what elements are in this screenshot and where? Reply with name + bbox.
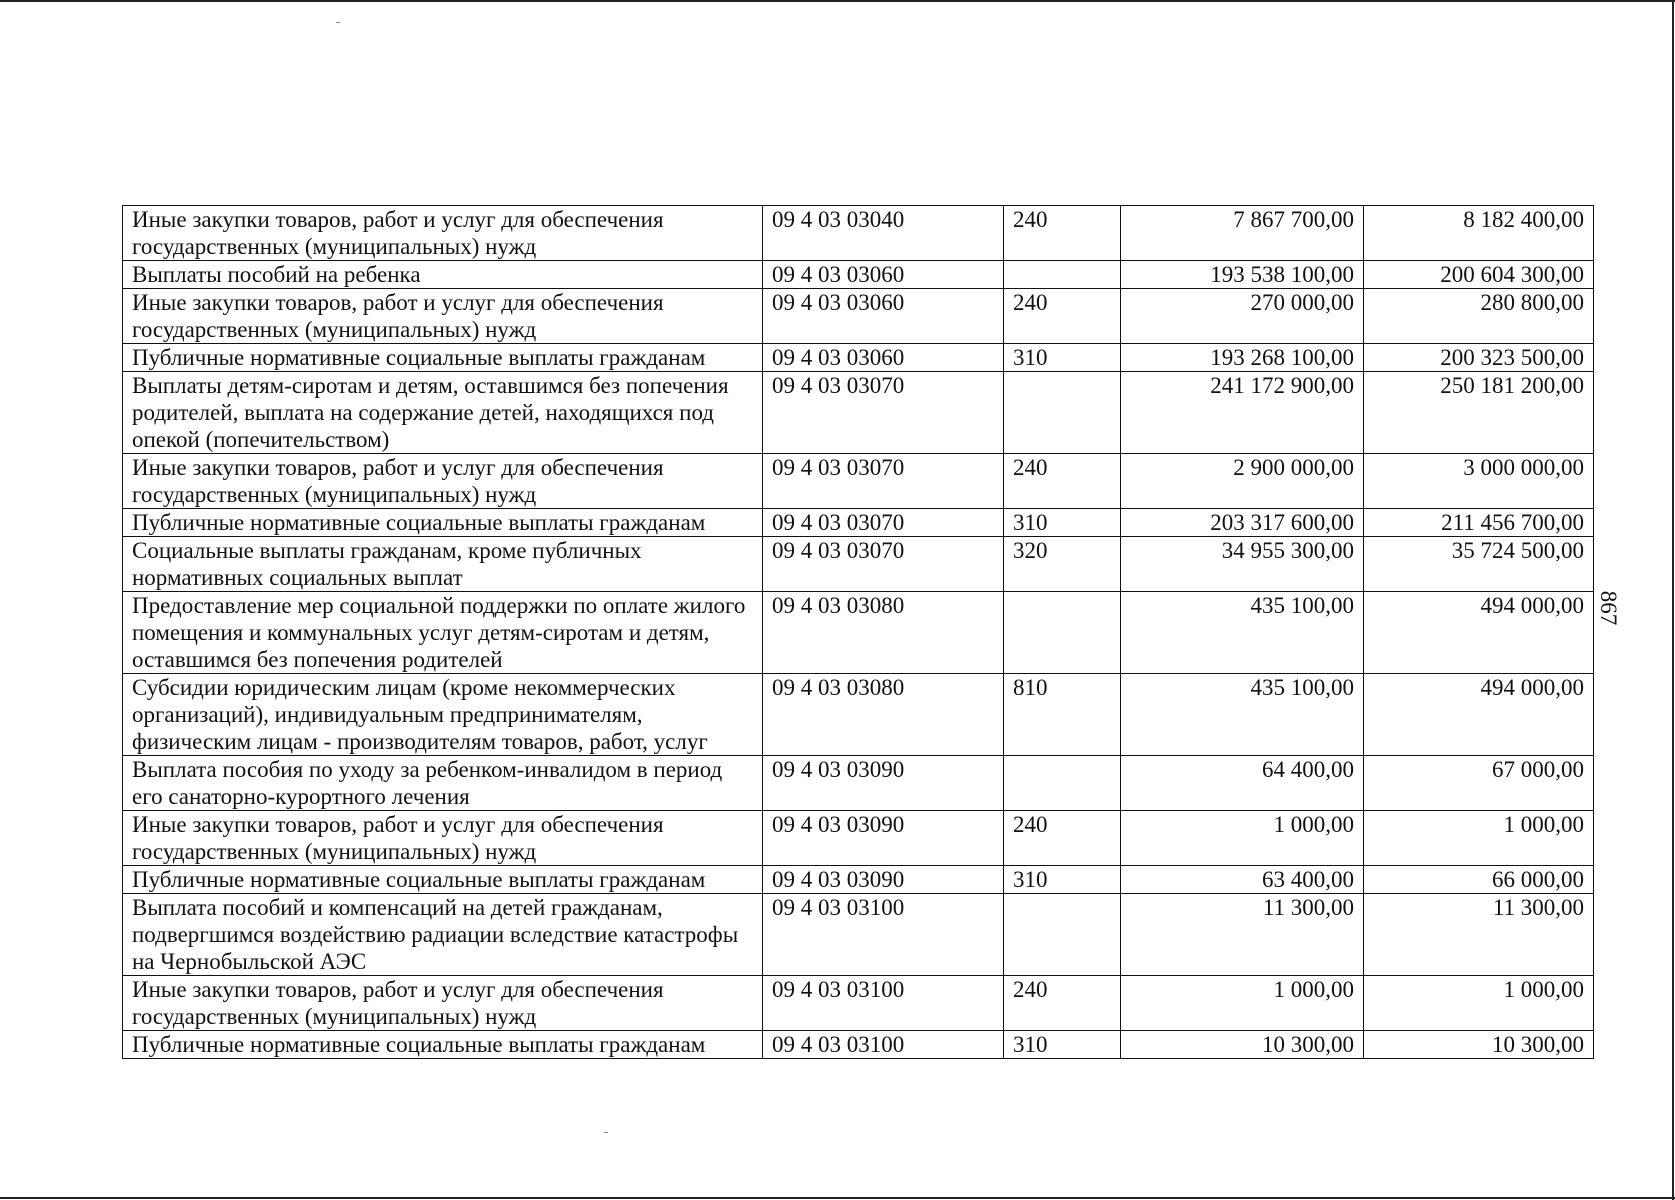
row-budget-code: 09 4 03 03060 [763, 289, 1004, 344]
scan-mark [604, 1132, 608, 1133]
table-row [123, 866, 1594, 894]
row-description: Выплата пособий и компенсаций на детей гражданам, подвергшимся воздействию радиации вследствие катастрофы на Чернобыльской АЭС [123, 894, 763, 976]
table-row [123, 289, 1594, 344]
row-amount-year-2: 67 000,00 [1364, 756, 1594, 811]
row-amount-year-1: 203 317 600,00 [1121, 509, 1364, 537]
row-amount-year-2: 35 724 500,00 [1364, 537, 1594, 592]
table-row [123, 674, 1594, 756]
table-row [123, 261, 1594, 289]
row-amount-year-1: 193 268 100,00 [1121, 344, 1364, 372]
row-budget-code: 09 4 03 03090 [763, 866, 1004, 894]
page-edge-top [0, 0, 1675, 2]
row-description: Предоставление мер социальной поддержки по оплате жилого помещения и коммунальных услуг детям-сиротам и детям, оставшимся без попечения родителей [123, 592, 763, 674]
row-budget-code: 09 4 03 03060 [763, 261, 1004, 289]
row-expense-type: 310 [1004, 509, 1121, 537]
row-amount-year-2: 1 000,00 [1364, 976, 1594, 1031]
row-budget-code: 09 4 03 03070 [763, 454, 1004, 509]
row-amount-year-1: 435 100,00 [1121, 592, 1364, 674]
row-amount-year-2: 211 456 700,00 [1364, 509, 1594, 537]
row-amount-year-1: 34 955 300,00 [1121, 537, 1364, 592]
row-amount-year-1: 241 172 900,00 [1121, 372, 1364, 454]
row-description: Публичные нормативные социальные выплаты гражданам [123, 509, 763, 537]
row-expense-type [1004, 261, 1121, 289]
row-amount-year-1: 270 000,00 [1121, 289, 1364, 344]
row-amount-year-2: 11 300,00 [1364, 894, 1594, 976]
row-amount-year-2: 1 000,00 [1364, 811, 1594, 866]
table-row [123, 811, 1594, 866]
row-amount-year-1: 7 867 700,00 [1121, 206, 1364, 261]
table-row [123, 894, 1594, 976]
row-amount-year-1: 435 100,00 [1121, 674, 1364, 756]
row-description: Субсидии юридическим лицам (кроме некоммерческих организаций), индивидуальным предпринимателям, физическим лицам - производителям товаров, работ, услуг [123, 674, 763, 756]
table-row [123, 509, 1594, 537]
row-budget-code: 09 4 03 03090 [763, 811, 1004, 866]
row-description: Публичные нормативные социальные выплаты гражданам [123, 866, 763, 894]
row-expense-type: 310 [1004, 866, 1121, 894]
table-row [123, 976, 1594, 1031]
row-expense-type: 240 [1004, 289, 1121, 344]
row-amount-year-1: 10 300,00 [1121, 1031, 1364, 1059]
row-description: Социальные выплаты гражданам, кроме публичных нормативных социальных выплат [123, 537, 763, 592]
row-amount-year-2: 494 000,00 [1364, 674, 1594, 756]
row-amount-year-2: 494 000,00 [1364, 592, 1594, 674]
row-description: Публичные нормативные социальные выплаты гражданам [123, 1031, 763, 1059]
row-expense-type: 310 [1004, 1031, 1121, 1059]
row-amount-year-2: 66 000,00 [1364, 866, 1594, 894]
table-row [123, 344, 1594, 372]
row-amount-year-2: 250 181 200,00 [1364, 372, 1594, 454]
row-description: Иные закупки товаров, работ и услуг для обеспечения государственных (муниципальных) нужд [123, 811, 763, 866]
table-row [123, 592, 1594, 674]
row-description: Публичные нормативные социальные выплаты гражданам [123, 344, 763, 372]
row-amount-year-1: 2 900 000,00 [1121, 454, 1364, 509]
row-budget-code: 09 4 03 03060 [763, 344, 1004, 372]
table-row [123, 756, 1594, 811]
table-row [123, 454, 1594, 509]
row-amount-year-1: 193 538 100,00 [1121, 261, 1364, 289]
row-budget-code: 09 4 03 03080 [763, 674, 1004, 756]
row-amount-year-2: 8 182 400,00 [1364, 206, 1594, 261]
row-budget-code: 09 4 03 03080 [763, 592, 1004, 674]
row-expense-type: 310 [1004, 344, 1121, 372]
row-expense-type [1004, 756, 1121, 811]
row-expense-type: 810 [1004, 674, 1121, 756]
row-budget-code: 09 4 03 03040 [763, 206, 1004, 261]
row-expense-type [1004, 592, 1121, 674]
page-number: 867 [1596, 590, 1621, 626]
row-description: Иные закупки товаров, работ и услуг для обеспечения государственных (муниципальных) нужд [123, 976, 763, 1031]
row-amount-year-2: 200 323 500,00 [1364, 344, 1594, 372]
row-expense-type: 320 [1004, 537, 1121, 592]
page-edge-right [1672, 0, 1674, 1200]
row-description: Выплаты пособий на ребенка [123, 261, 763, 289]
row-expense-type: 240 [1004, 811, 1121, 866]
row-expense-type: 240 [1004, 454, 1121, 509]
row-description: Иные закупки товаров, работ и услуг для обеспечения государственных (муниципальных) нужд [123, 206, 763, 261]
table-row [123, 206, 1594, 261]
scan-mark [336, 22, 340, 23]
row-description: Иные закупки товаров, работ и услуг для обеспечения государственных (муниципальных) нужд [123, 289, 763, 344]
row-expense-type [1004, 894, 1121, 976]
row-expense-type: 240 [1004, 976, 1121, 1031]
budget-table [122, 205, 1594, 1059]
row-amount-year-1: 63 400,00 [1121, 866, 1364, 894]
row-budget-code: 09 4 03 03070 [763, 372, 1004, 454]
row-description: Иные закупки товаров, работ и услуг для обеспечения государственных (муниципальных) нужд [123, 454, 763, 509]
row-amount-year-1: 1 000,00 [1121, 976, 1364, 1031]
row-budget-code: 09 4 03 03090 [763, 756, 1004, 811]
row-budget-code: 09 4 03 03100 [763, 1031, 1004, 1059]
row-budget-code: 09 4 03 03100 [763, 894, 1004, 976]
row-description: Выплата пособия по уходу за ребенком-инвалидом в период его санаторно-курортного лечения [123, 756, 763, 811]
table-row [123, 537, 1594, 592]
row-budget-code: 09 4 03 03070 [763, 537, 1004, 592]
row-amount-year-2: 10 300,00 [1364, 1031, 1594, 1059]
row-description: Выплаты детям-сиротам и детям, оставшимся без попечения родителей, выплата на содержание детей, находящихся под опекой (попечительством) [123, 372, 763, 454]
row-amount-year-2: 3 000 000,00 [1364, 454, 1594, 509]
row-amount-year-2: 200 604 300,00 [1364, 261, 1594, 289]
row-amount-year-2: 280 800,00 [1364, 289, 1594, 344]
row-budget-code: 09 4 03 03100 [763, 976, 1004, 1031]
row-expense-type [1004, 372, 1121, 454]
table-row [123, 1031, 1594, 1059]
row-expense-type: 240 [1004, 206, 1121, 261]
row-amount-year-1: 11 300,00 [1121, 894, 1364, 976]
row-budget-code: 09 4 03 03070 [763, 509, 1004, 537]
row-amount-year-1: 1 000,00 [1121, 811, 1364, 866]
page-edge-bottom [0, 1197, 1675, 1199]
budget-table-body [123, 206, 1594, 1059]
row-amount-year-1: 64 400,00 [1121, 756, 1364, 811]
table-row [123, 372, 1594, 454]
